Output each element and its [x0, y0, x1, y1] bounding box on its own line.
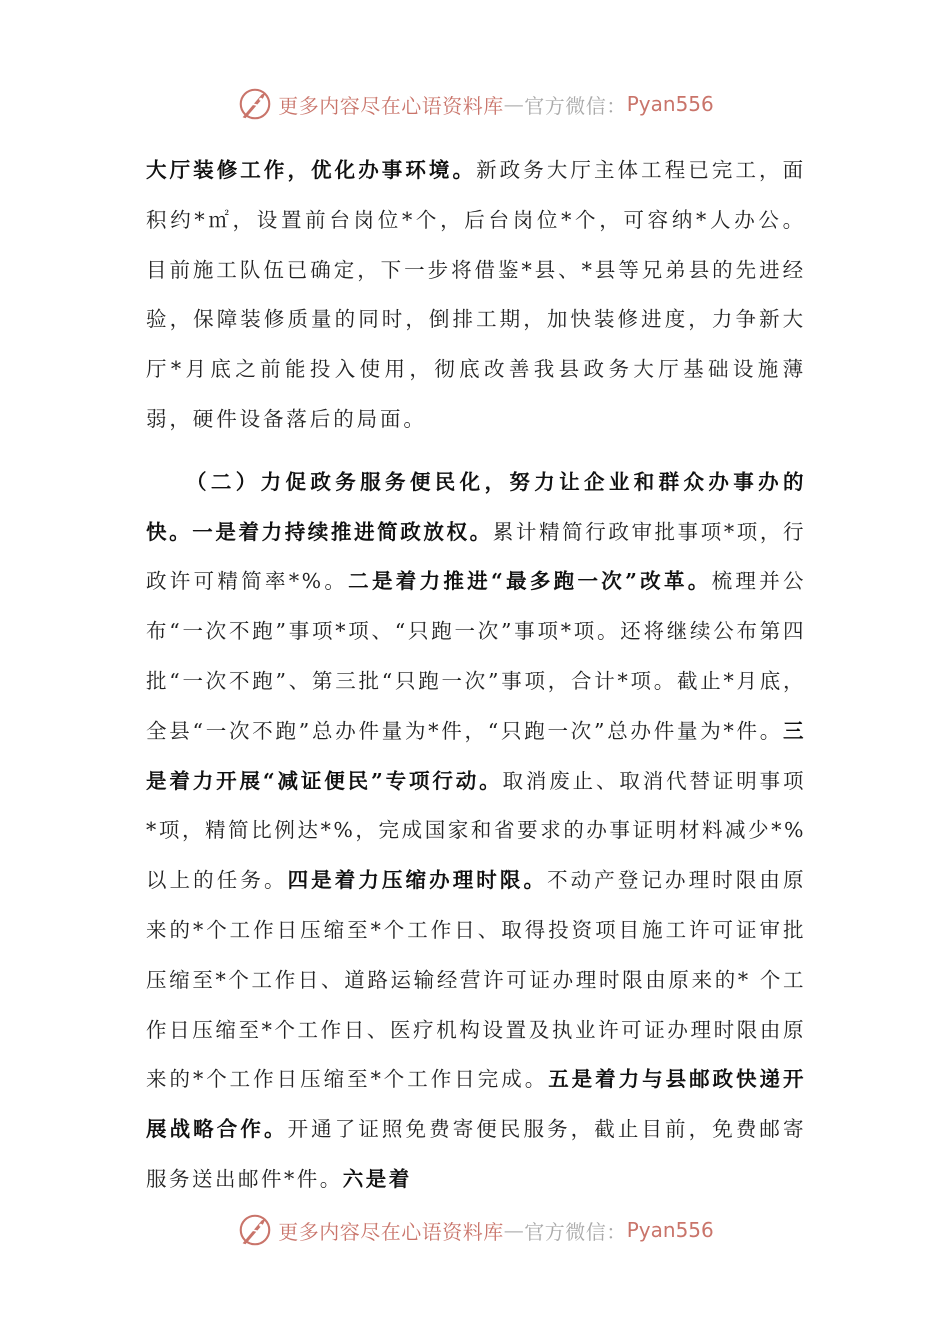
body-text: 开通了证照免费寄便民服务，截止目前，免费邮寄服务送出邮件*件。: [146, 1117, 807, 1191]
body-text: 梳理并公布“一次不跑”事项*项、“只跑一次”事项*项。还将继续公布第四批“一次不跑”、第三批“只跑一次”事项，合计*项。截止*月底，全县“一次不跑”总办件量为*件，“只跑一次”总办件量为*件。: [146, 569, 807, 743]
bold-point: 四是着力压缩办理时限。: [287, 868, 548, 893]
bold-lead: 大厅装修工作，优化办事环境。: [146, 158, 477, 182]
body-text: 新政务大厅主体工程已完工，面积约*㎡，设置前台岗位*个，后台岗位*个，可容纳*人办公。目前施工队伍已确定，下一步将借鉴*县、*县等兄弟县的先进经验，保障装修质量的同时，倒排工期，加快装修进度，力争新大厅*月底之前能投入使用，彻底改善我县政务大厅基础设施薄弱，硬件设备落后的局面。: [146, 158, 806, 431]
watermark-separator: —: [503, 92, 525, 116]
watermark-site-text: 更多内容尽在心语资料库: [278, 1219, 504, 1244]
watermark-wechat-id: Pyan556: [626, 92, 714, 116]
watermark-label: 官方微信：: [524, 93, 627, 118]
bold-point: 六是着: [342, 1166, 412, 1191]
body-text: 不动产登记办理时限由原来的*个工作日压缩至*个工作日、取得投资项目施工许可证审批压缩至*个工作日、道路运输经营许可证办理时限由原来的* 个工作日压缩至*个工作日、医疗机构设置及执业许可证办理时限由原来的*个工作日压缩至*个工作日完成。: [146, 868, 807, 1092]
header-watermark: [0, 84, 950, 124]
watermark-wechat-id: Pyan556: [626, 1218, 714, 1242]
watermark-site-text: 更多内容尽在心语资料库: [278, 93, 504, 118]
paragraph-convenience-services: [146, 458, 806, 1205]
section-heading: （二）力促政务服务便民化，努力让企业和群众办事办的快。一是着力持续推进简政放权。: [146, 469, 806, 544]
watermark-separator: —: [503, 1218, 525, 1242]
bold-point: 五是着力与县邮政快递开展战略合作。: [146, 1067, 807, 1142]
paragraph-renovation: [146, 146, 806, 445]
document-body: [146, 146, 806, 1205]
watermark-label: 官方微信：: [524, 1219, 627, 1244]
bold-point: 三是着力开展“减证便民”专项行动。: [146, 718, 806, 793]
body-text: 累计精简行政审批事项*项，行政许可精简率*%。: [146, 519, 807, 594]
footer-watermark: [0, 1210, 950, 1250]
body-text: 取消废止、取消代替证明事项*项，精简比例达*%，完成国家和省要求的办事证明材料减少*%以上的任务。: [146, 768, 806, 893]
quill-pen-circle-logo: [236, 85, 274, 123]
bold-point: 二是着力推进“最多跑一次”改革。: [348, 569, 712, 594]
quill-pen-circle-logo: [236, 1211, 274, 1249]
